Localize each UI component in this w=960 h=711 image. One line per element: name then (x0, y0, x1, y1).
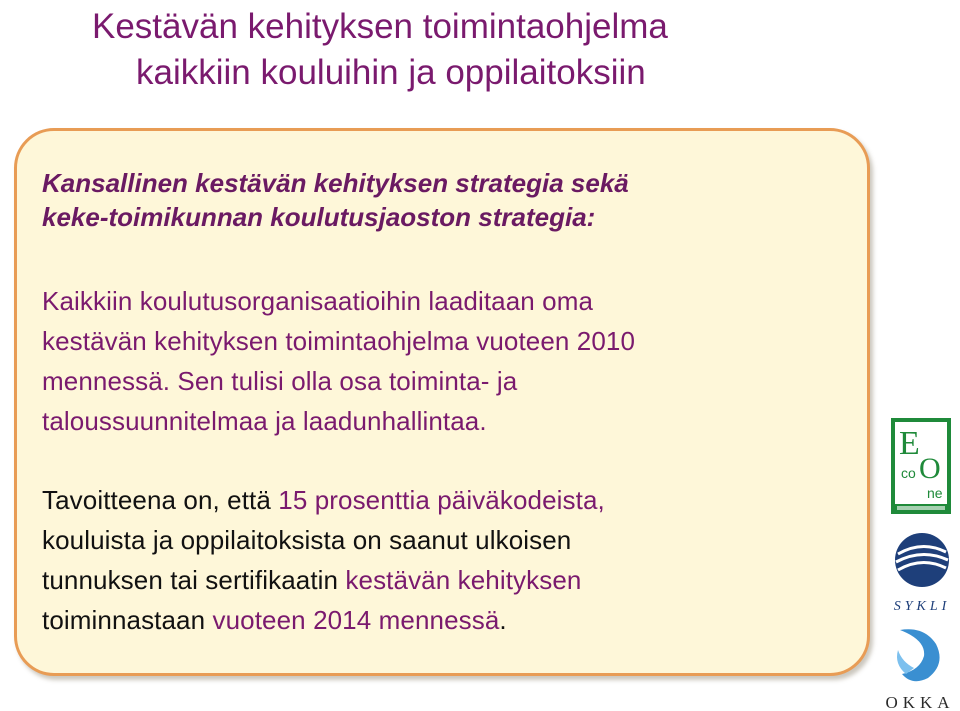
strategy-heading (42, 166, 629, 234)
paragraph2-line-1-a: Tavoitteena on, että (42, 485, 279, 515)
page-title (92, 4, 668, 96)
ecoone-logo-co: co (901, 465, 916, 481)
title-line-2: kaikkiin kouluihin ja oppilaitoksiin (136, 53, 646, 92)
paragraph2-line-4-c: . (499, 605, 507, 635)
paragraph1-line-2: kestävän kehityksen toimintaohjelma vuoteen 2010 (42, 326, 636, 356)
paragraph1-line-1: Kaikkiin koulutusorganisaatioihin laaditaan oma (42, 286, 594, 316)
ecoone-logo (891, 418, 951, 514)
paragraph-goal (42, 480, 605, 640)
ecoone-logo-ne: ne (927, 485, 943, 501)
title-line-1: Kestävän kehityksen toimintaohjelma (92, 7, 668, 46)
sykli-logo-text: SYKLI (893, 599, 951, 614)
paragraph2-line-3 (42, 560, 605, 600)
paragraph2-line-3-a: tunnuksen tai sertifikaatin (42, 565, 346, 595)
okka-logo-swirl-inner (897, 650, 914, 674)
paragraph2-line-3-highlight: kestävän kehityksen (345, 565, 582, 595)
okka-logo (880, 624, 960, 711)
paragraph2-line-4 (42, 600, 605, 640)
paragraph1-line-4: taloussuunnitelmaa ja laadunhallintaa. (42, 406, 487, 436)
heading-line-2: keke-toimikunnan koulutusjaoston strategia: (42, 202, 596, 232)
paragraph2-line-2: kouluista ja oppilaitoksista on saanut ulkoisen (42, 525, 572, 555)
paragraph2-line-4-a: toiminnastaan (42, 605, 213, 635)
paragraph2-line-1-highlight: 15 prosenttia päiväkodeista, (278, 485, 605, 515)
ecoone-logo-strip (897, 506, 945, 510)
paragraph2-line-1 (42, 480, 605, 520)
heading-line-1: Kansallinen kestävän kehityksen strategia sekä (42, 168, 629, 198)
paragraph-action-plan (42, 281, 635, 441)
ecoone-logo-e: E (899, 425, 920, 462)
sykli-logo (886, 530, 958, 614)
paragraph2-line-4-highlight: vuoteen 2014 mennessä (212, 605, 500, 635)
paragraph1-line-3: mennessä. Sen tulisi olla osa toiminta- ja (42, 366, 518, 396)
okka-logo-text: OKKA (885, 693, 955, 711)
ecoone-logo-o: O (919, 452, 941, 485)
